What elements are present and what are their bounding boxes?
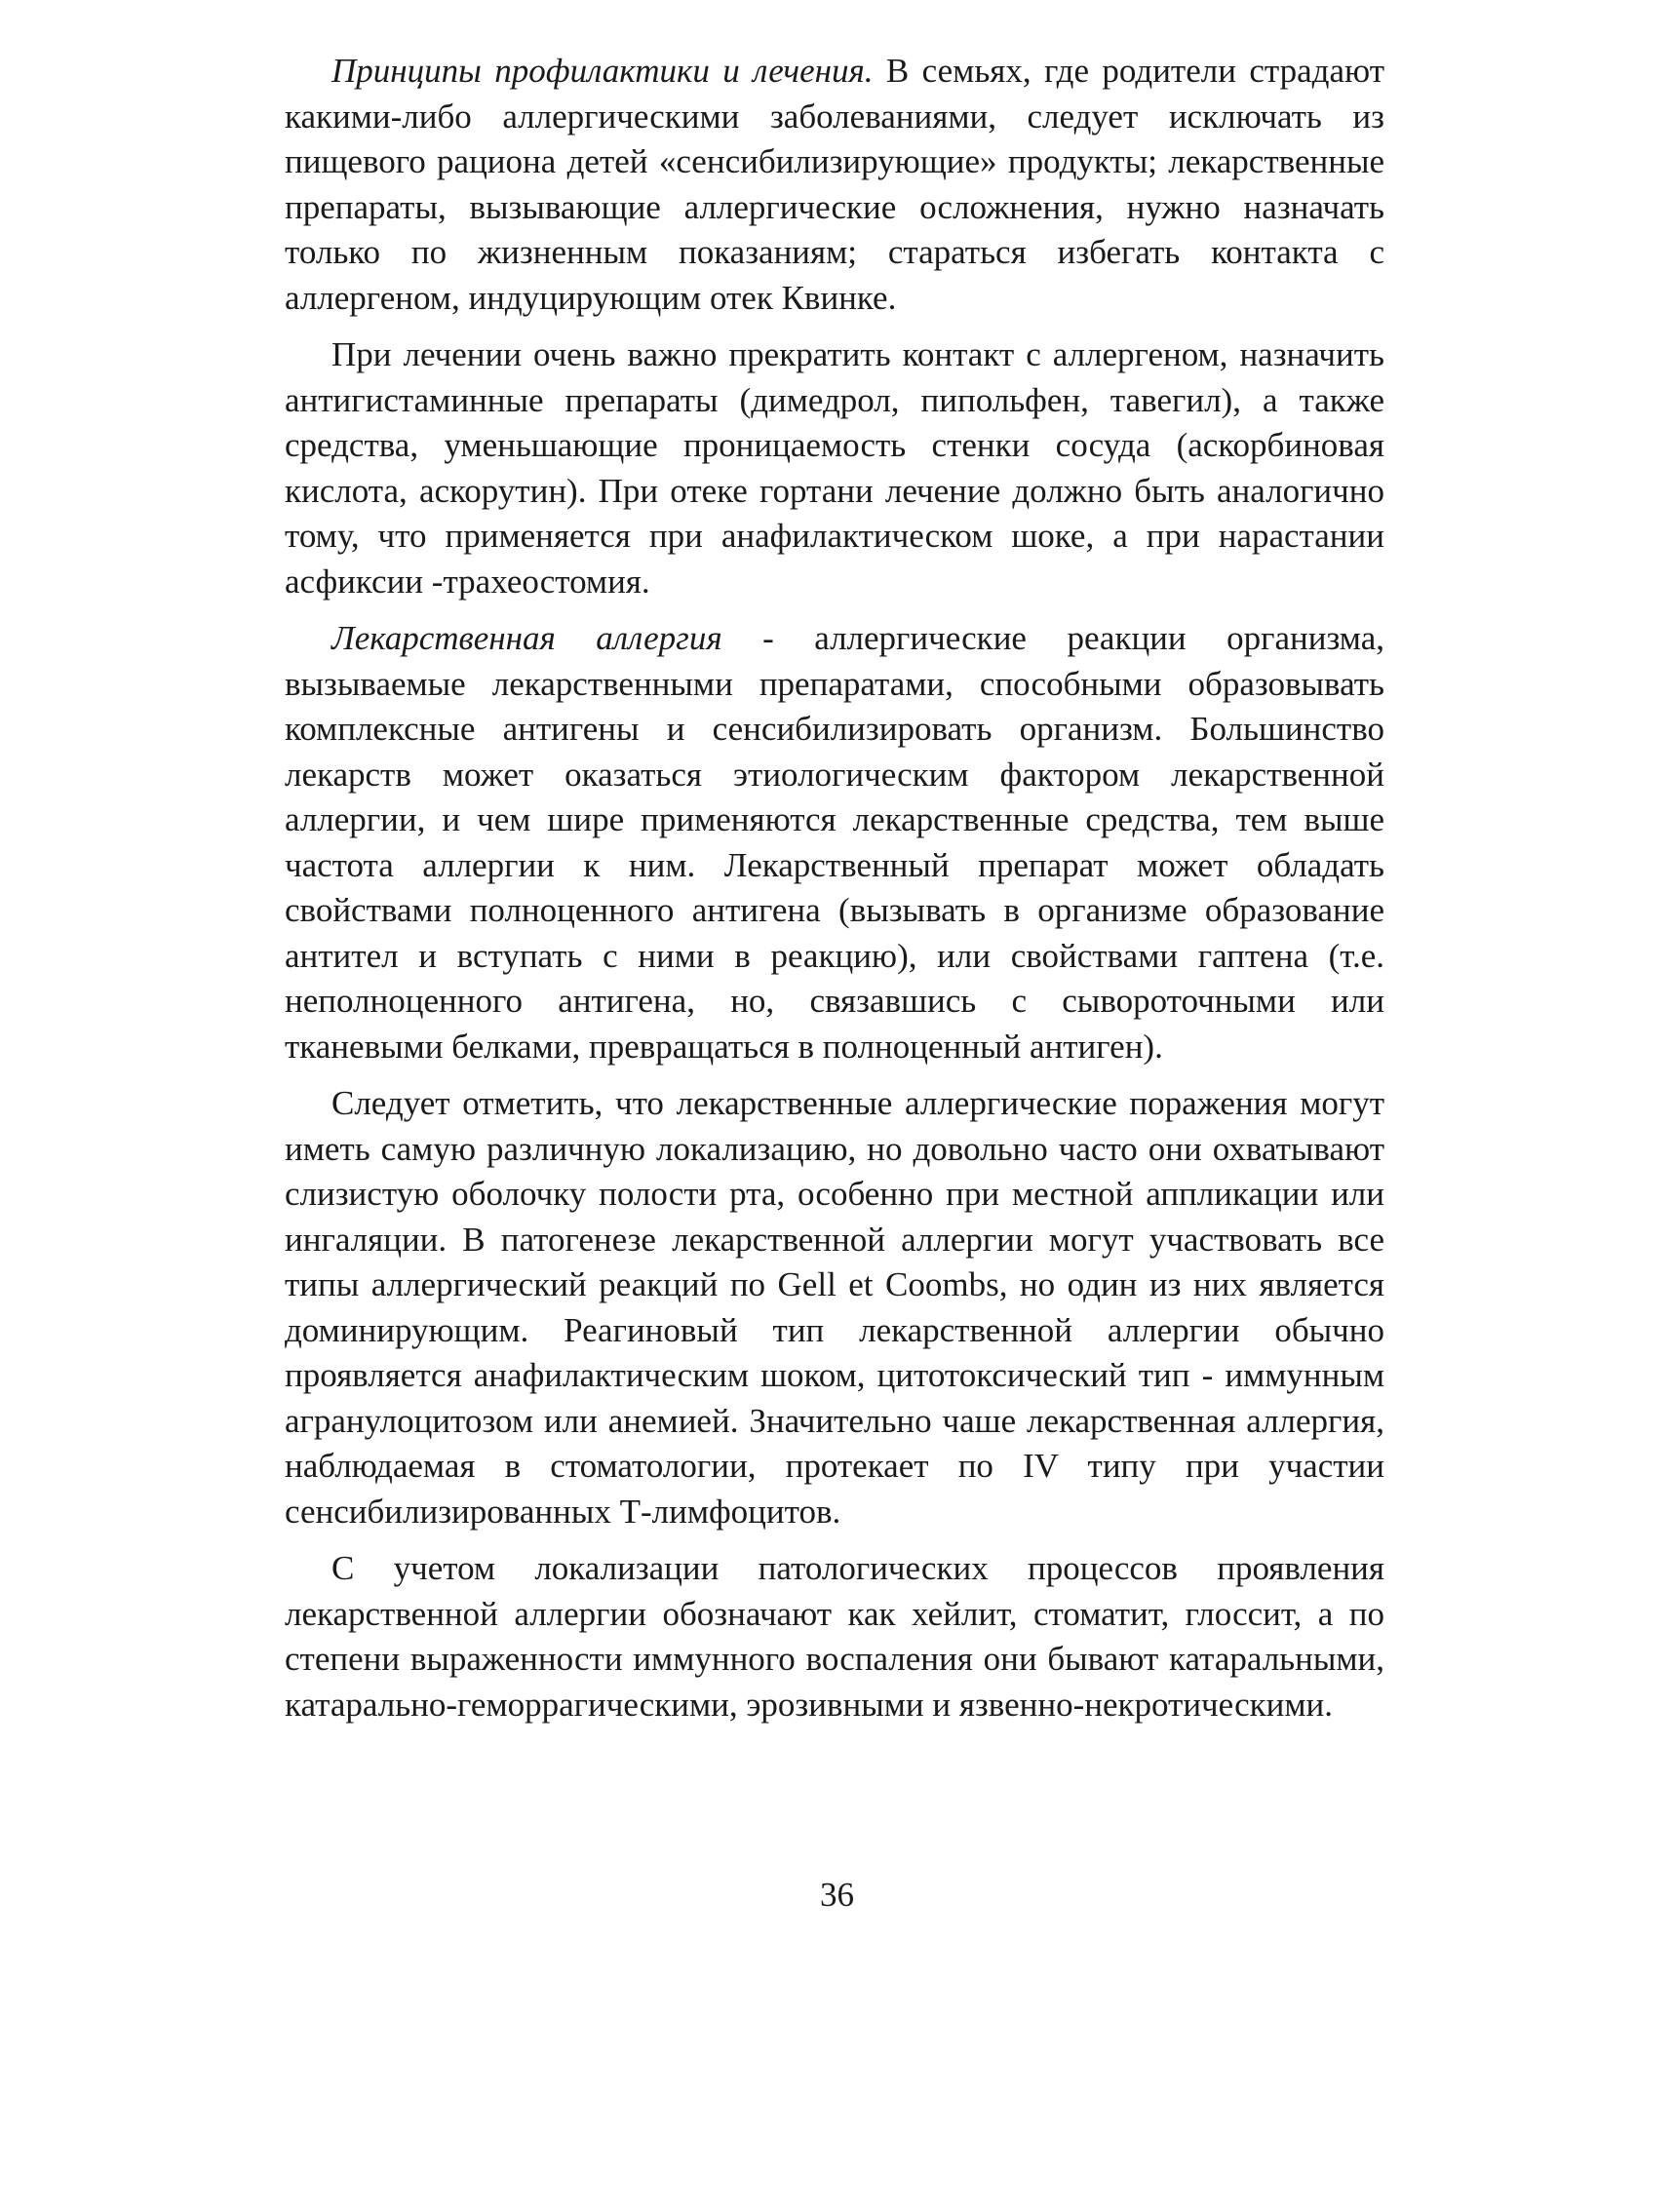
paragraph-lead-italic: Лекарственная аллергия	[331, 619, 722, 657]
paragraph-localization	[285, 1546, 1384, 1727]
paragraph-text: С учетом локализации патологических процессов проявления лекарственной аллергии обозначают как хейлит, стоматит, глоссит, а по степени выраженности иммунного воспаления они бывают катаральными, катарально-геморрагическими, эрозивными и язвенно-некротическими.	[285, 1549, 1384, 1724]
paragraph-treatment	[285, 332, 1384, 604]
paragraph-prevention	[285, 49, 1384, 321]
paragraph-text: Следует отметить, что лекарственные аллергические поражения могут иметь самую различную локализацию, но довольно часто они охватывают слизистую оболочку полости рта, особенно при местной аппликации или ингаляции. В патогенезе лекарственной аллергии могут участвовать все типы аллергический реакций по Gell et Coombs, но один из них является доминирующим. Реагиновый тип лекарственной аллергии обычно проявляется анафилактическим шоком, цитотоксический тип - иммунным агранулоцитозом или анемией. Значительно чаше лекарственная аллергия, наблюдаемая в стоматологии, протекает по IV типу при участии сенсибилизированных Т-лимфоцитов.	[285, 1084, 1384, 1531]
paragraph-text: При лечении очень важно прекратить контакт с аллергеном, назначить антигистаминные препараты (димедрол, пипольфен, тавегил), а также средства, уменьшающие проницаемость стенки сосуда (аскорбиновая кислота, аскорутин). При отеке гортани лечение должно быть аналогично тому, что применяется при анафилактическом шоке, а при нарастании асфиксии -трахеостомия.	[285, 335, 1384, 601]
paragraph-pathogenesis	[285, 1081, 1384, 1534]
paragraph-lead-italic: Принципы профилактики и лечения.	[331, 52, 874, 90]
paragraph-drug-allergy	[285, 616, 1384, 1069]
paragraph-text: В семьях, где родители страдают какими-либо аллергическими заболеваниями, следует исключать из пищевого рациона детей «сенсибилизирующие» продукты; лекарственные препараты, вызывающие аллергические осложнения, нужно назначать только по жизненным показаниям; стараться избегать контакта с аллергеном, индуцирующим отек Квинке.	[285, 52, 1384, 317]
body-text	[285, 49, 1384, 1739]
page-number: 36	[820, 1876, 854, 1914]
paragraph-text: - аллергические реакции организма, вызываемые лекарственными препаратами, способными образовывать комплексные антигены и сенсибилизировать организм. Большинство лекарств может оказаться этиологическим фактором лекарственной аллергии, и чем шире применяются лекарственные средства, тем выше частота аллергии к ним. Лекарственный препарат может обладать свойствами полноценного антигена (вызывать в организме образование антител и вступать с ними в реакцию), или свойствами гаптена (т.е. неполноценного антигена, но, связавшись с сывороточными или тканевыми белками, превращаться в полноценный антиген).	[285, 619, 1384, 1066]
